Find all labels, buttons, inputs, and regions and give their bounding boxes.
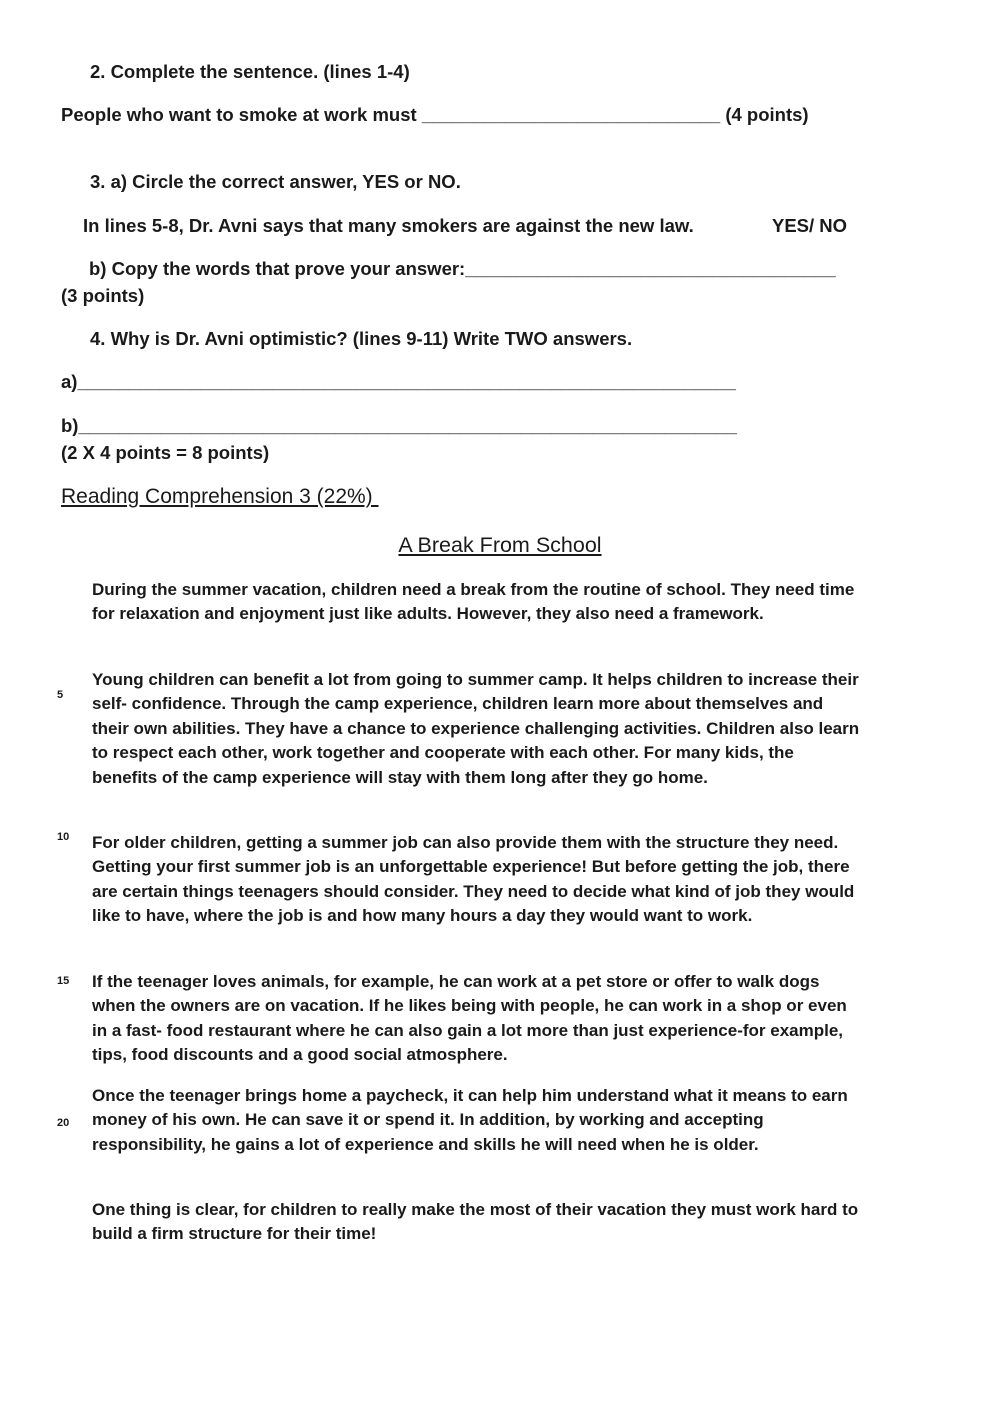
question-4-points: (2 X 4 points = 8 points)	[61, 442, 270, 463]
question-2-heading: 2. Complete the sentence. (lines 1-4)	[90, 61, 410, 82]
question-3-points: (3 points)	[61, 285, 145, 306]
yes-no-options[interactable]: YES/ NO	[772, 215, 848, 236]
article-paragraph-4: If the teenager loves animals, for example, he can work at a pet store or offer to walk dogs when the owners are on vacation. If he likes being with people, he can work in a shop or even in a fast- food restaurant where he can also gain a lot more than just experience-for example, tips, food discounts and a good social atmosphere.	[92, 972, 847, 1065]
question-3-statement: In lines 5-8, Dr. Avni says that many smokers are against the new law.	[83, 215, 694, 236]
article-paragraph-2: Young children can benefit a lot from going to summer camp. It helps children to increase their self- confidence. Through the camp experience, children learn more about themselves and their own abilities. They have a chance to experience challenging activities. Children also learn to respect each other, work together and cooperate with each other. For many kids, the benefits of the camp experience will stay with them long after they go home.	[92, 670, 860, 787]
article-paragraph-3: For older children, getting a summer job can also provide them with the structure they need. Getting your first summer job is an unforgettable experience! But before getting the job, there are certain things teenagers should consider. They need to decide what kind of job they would like to have, where the job is and how many hours a day they would want to work.	[92, 833, 855, 926]
question-2-prompt[interactable]: People who want to smoke at work must _____________________________ (4 points)	[61, 104, 809, 125]
question-4-heading: 4. Why is Dr. Avni optimistic? (lines 9-11) Write TWO answers.	[90, 328, 633, 349]
line-number-20: 20	[57, 1117, 70, 1129]
article-paragraph-1: During the summer vacation, children need a break from the routine of school. They need time for relaxation and enjoyment just like adults. However, they also need a framework.	[92, 580, 855, 624]
answer-a-line[interactable]: a)________________________________________________________________	[61, 371, 736, 392]
answer-b-line[interactable]: b)________________________________________________________________	[61, 415, 737, 436]
line-number-10: 10	[57, 831, 70, 843]
section-heading: Reading Comprehension 3 (22%)	[61, 485, 379, 508]
line-number-5: 5	[57, 689, 64, 701]
article-title: A Break From School	[398, 533, 602, 557]
question-3-heading: 3. a) Circle the correct answer, YES or NO.	[90, 171, 461, 192]
article-paragraph-6: One thing is clear, for children to really make the most of their vacation they must work hard to build a firm structure for their time!	[92, 1200, 859, 1244]
article-paragraph-5: Once the teenager brings home a paycheck, it can help him understand what it means to earn money of his own. He can save it or spend it. In addition, by working and accepting responsibility, he gains a lot of experience and skills he will need when he is older.	[92, 1086, 848, 1154]
line-number-15: 15	[57, 975, 70, 987]
question-3b-prompt[interactable]: b) Copy the words that prove your answer:____________________________________	[89, 258, 836, 279]
